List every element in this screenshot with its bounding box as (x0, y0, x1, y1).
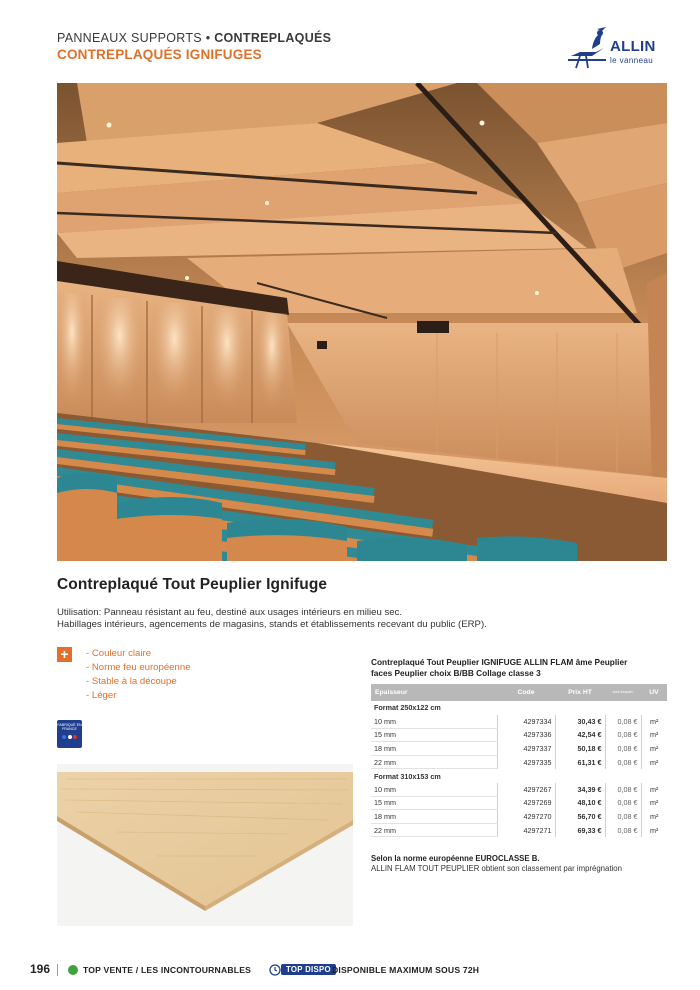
eco-cell: 0,08 € (605, 823, 641, 837)
page-header (57, 31, 331, 62)
top-dispo-badge: TOP DISPO (281, 964, 336, 975)
feature-list (86, 647, 191, 703)
french-flag-icon (57, 735, 82, 739)
norm-note (371, 854, 622, 873)
uv-cell: m² (650, 798, 659, 808)
breadcrumb-subcategory: CONTREPLAQUÉS (214, 31, 332, 45)
norm-text: ALLIN FLAM TOUT PEUPLIER obtient son classement par imprégnation (371, 863, 622, 873)
column-header-eco: dont écopart. (612, 690, 634, 695)
price-cell: 61,31 € (577, 757, 602, 767)
uv-cell: m² (650, 812, 659, 822)
thickness-cell: 10 mm (371, 715, 497, 729)
breadcrumb (57, 31, 331, 45)
code-cell: 4297269 (497, 796, 555, 810)
price-cell: 50,18 € (577, 744, 602, 754)
price-cell: 30,43 € (577, 716, 602, 726)
uv-cell: m² (650, 757, 659, 767)
code-cell: 4297337 (497, 742, 555, 756)
column-header-thickness: Epaisseur (375, 689, 408, 696)
clock-icon (269, 964, 281, 976)
feature-item: - Stable à la découpe (86, 676, 177, 687)
eco-cell: 0,08 € (605, 810, 641, 824)
plus-icon: + (57, 647, 72, 662)
page-footer (30, 964, 670, 978)
applications-text: Habillages intérieurs, agencements de magasins, stands et établissements recevant du public (ERP). (57, 619, 487, 630)
table-header-row (371, 684, 667, 701)
table-caption (371, 657, 671, 678)
column-header-uv: UV (649, 689, 659, 696)
product-title: Contreplaqué Tout Peuplier Ignifuge (57, 576, 328, 593)
product-description (57, 607, 487, 631)
code-cell: 4297334 (497, 715, 555, 729)
code-cell: 4297336 (497, 728, 555, 742)
code-cell: 4297267 (497, 783, 555, 797)
feature-item: - Norme feu européenne (86, 662, 191, 673)
eco-cell: 0,08 € (605, 755, 641, 769)
footer-divider (57, 964, 58, 976)
brand-name: ALLIN (610, 38, 656, 55)
breadcrumb-separator: • (205, 31, 211, 45)
table-row (371, 796, 667, 810)
feature-item: - Couleur claire (86, 648, 152, 659)
brand-logo (566, 26, 666, 74)
table-row (371, 823, 667, 837)
thickness-cell: 18 mm (371, 742, 497, 756)
usage-text: Utilisation: Panneau résistant au feu, destiné aux usages intérieurs en milieu sec. (57, 607, 403, 618)
uv-cell: m² (650, 825, 659, 835)
table-caption-line: faces Peuplier choix B/BB Collage classe 3 (371, 667, 541, 678)
table-row (371, 742, 667, 756)
table-row (371, 810, 667, 824)
thickness-cell: 22 mm (371, 755, 497, 769)
auditorium-photo (57, 83, 667, 561)
table-row (371, 715, 667, 729)
code-cell: 4297270 (497, 810, 555, 824)
dispo-label: DISPONIBLE MAXIMUM SOUS 72H (332, 965, 480, 975)
plywood-sample-photo (57, 764, 353, 926)
price-cell: 56,70 € (577, 812, 602, 822)
section-title: CONTREPLAQUÉS IGNIFUGES (57, 47, 262, 62)
column-header-code: Code (517, 689, 535, 696)
price-cell: 42,54 € (577, 730, 602, 740)
table-row (371, 755, 667, 769)
table-row (371, 728, 667, 742)
top-vente-dot-icon (68, 965, 78, 975)
price-table (371, 684, 667, 837)
thickness-cell: 18 mm (371, 810, 497, 824)
eco-cell: 0,08 € (605, 796, 641, 810)
feature-item: - Léger (86, 690, 117, 701)
top-vente-label: TOP VENTE / LES INCONTOURNABLES (83, 965, 252, 975)
brand-tagline: le vanneau (610, 56, 654, 65)
section-title: Format 250x122 cm (374, 703, 441, 713)
breadcrumb-category: PANNEAUX SUPPORTS (57, 31, 202, 45)
table-row (371, 783, 667, 797)
uv-cell: m² (650, 730, 659, 740)
column-header-price: Prix HT (568, 689, 592, 696)
eco-cell: 0,08 € (605, 742, 641, 756)
uv-cell: m² (650, 744, 659, 754)
lapwing-bird-icon (566, 26, 610, 70)
price-cell: 48,10 € (577, 798, 602, 808)
section-row (371, 769, 667, 783)
thickness-cell: 22 mm (371, 823, 497, 837)
page-number: 196 (30, 962, 51, 976)
section-title: Format 310x153 cm (374, 771, 441, 781)
norm-title: Selon la norme européenne EUROCLASSE B. (371, 854, 540, 863)
thickness-cell: 15 mm (371, 796, 497, 810)
made-in-france-label: FABRIQUÉ EN FRANCE (57, 723, 82, 732)
eco-cell: 0,08 € (605, 715, 641, 729)
eco-cell: 0,08 € (605, 783, 641, 797)
eco-cell: 0,08 € (605, 728, 641, 742)
thickness-cell: 10 mm (371, 783, 497, 797)
price-cell: 69,33 € (577, 825, 602, 835)
code-cell: 4297271 (497, 823, 555, 837)
made-in-france-badge (57, 720, 82, 748)
table-caption-line: Contreplaqué Tout Peuplier IGNIFUGE ALLIN FLAM âme Peuplier (371, 657, 628, 667)
price-cell: 34,39 € (577, 784, 602, 794)
uv-cell: m² (650, 784, 659, 794)
section-row (371, 701, 667, 715)
code-cell: 4297335 (497, 755, 555, 769)
thickness-cell: 15 mm (371, 728, 497, 742)
uv-cell: m² (650, 716, 659, 726)
